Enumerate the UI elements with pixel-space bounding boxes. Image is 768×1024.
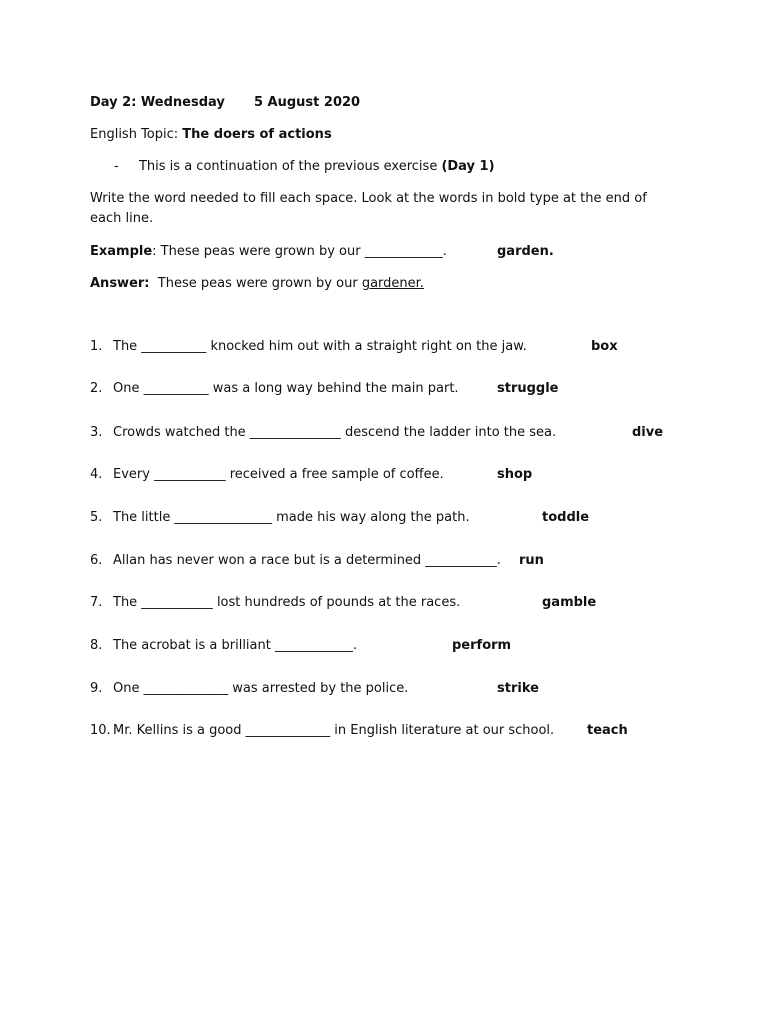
item-keyword: run [519,553,544,568]
day-heading [90,94,360,112]
item-number: 5. [90,510,103,525]
item-number: 10. [90,723,111,738]
item-keyword: perform [452,638,512,653]
topic-line [90,126,332,144]
item-number: 3. [90,425,103,440]
bullet-text: This is a continuation of the previous exercise [138,159,442,174]
instructions-line-1: Write the word needed to fill each space. Look at the words in bold type at the end of [90,191,647,206]
item-keyword: struggle [497,381,559,396]
list-item [90,424,556,442]
item-number: 7. [90,595,103,610]
list-item [90,594,460,612]
item-number: 6. [90,553,103,568]
list-item [90,466,444,484]
topic-label: English Topic: [90,127,183,142]
item-text: Allan has never won a race but is a determined ___________. [113,553,501,568]
example-keyword: garden. [497,244,554,259]
answer-line [90,275,424,293]
instructions-line-2: each line. [90,211,154,226]
bullet-bold: (Day 1) [441,159,495,174]
item-keyword: gamble [542,595,597,610]
list-item [90,680,408,698]
bullet-line [114,158,495,176]
list-item [90,552,501,570]
answer-label: Answer: [90,276,150,291]
day-label: Day 2: Wednesday [90,95,225,110]
item-keyword: box [591,339,618,354]
list-item [90,509,470,527]
item-number: 9. [90,681,103,696]
item-number: 2. [90,381,103,396]
answer-word: gardener. [361,276,424,291]
item-text: The __________ knocked him out with a straight right on the jaw. [113,339,527,354]
item-text: One _____________ was arrested by the police. [113,681,409,696]
item-keyword: toddle [542,510,590,525]
item-number: 8. [90,638,103,653]
list-item [90,338,527,356]
item-number: 1. [90,339,103,354]
item-text: The ___________ lost hundreds of pounds at the races. [113,595,461,610]
item-keyword: strike [497,681,539,696]
bullet-dash: - [114,159,119,174]
example-label: Example [90,244,153,259]
topic-value: The doers of actions [182,127,332,142]
item-text: Every ___________ received a free sample of coffee. [113,467,444,482]
answer-text: These peas were grown by our [149,276,362,291]
example-text: : These peas were grown by our ____________. [152,244,447,259]
example-line [90,243,447,261]
list-item [90,380,459,398]
item-text: Mr. Kellins is a good _____________ in English literature at our school. [113,723,555,738]
list-item [90,637,357,655]
date-label: 5 August 2020 [253,95,361,110]
item-keyword: teach [587,723,628,738]
item-text: Crowds watched the ______________ descend the ladder into the sea. [113,425,557,440]
item-text: The acrobat is a brilliant ____________. [113,638,358,653]
item-keyword: dive [632,425,664,440]
item-number: 4. [90,467,103,482]
item-keyword: shop [497,467,533,482]
list-item [90,722,554,740]
item-text: The little _______________ made his way along the path. [113,510,470,525]
item-text: One __________ was a long way behind the main part. [113,381,459,396]
